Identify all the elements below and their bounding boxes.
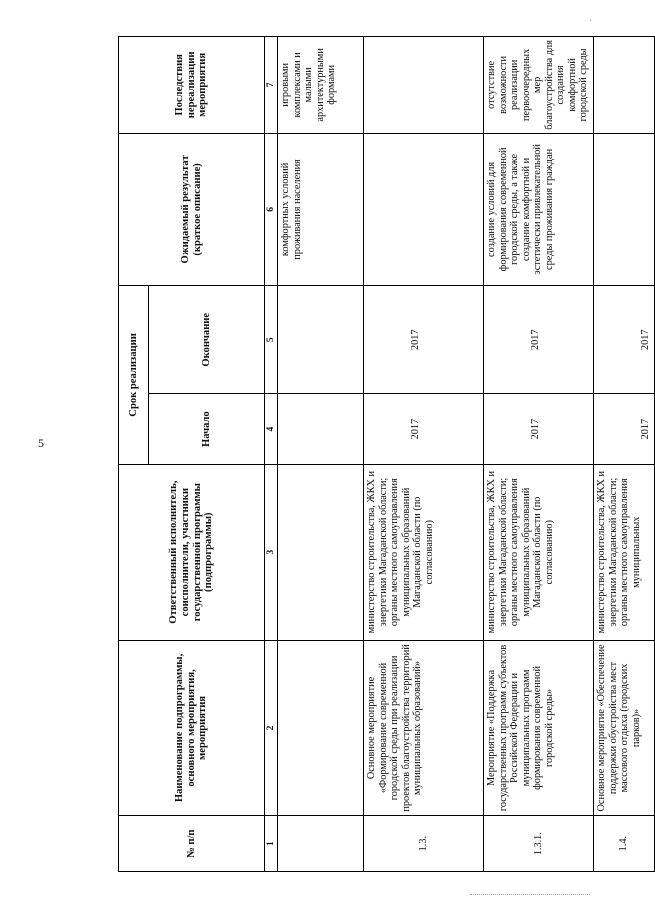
- header-end: Окончание: [149, 286, 265, 394]
- row-responsible: министерство строительства, ЖКХ и энергетики Магаданской области; органы местного самоуправления муниципальных образований Магаданской области (по согласованию): [364, 464, 484, 640]
- row-consequence: [594, 37, 655, 134]
- row-responsible: министерство строительства, ЖКХ и энергетики Магаданской области; органы местного самоуправления муниципальных: [594, 464, 655, 640]
- row-consequence: [364, 37, 484, 134]
- row-result: [594, 133, 655, 285]
- rotated-table-container: [118, 36, 651, 872]
- row-end: 2017: [484, 286, 594, 394]
- table-row: [364, 37, 484, 872]
- column-number: 4: [265, 394, 278, 464]
- header-no: № п/п: [119, 816, 265, 872]
- row-end: [278, 286, 364, 394]
- row-number: 1.3.: [364, 816, 484, 872]
- column-number: 5: [265, 286, 278, 394]
- page-number: 5: [38, 436, 44, 450]
- row-responsible: [278, 464, 364, 640]
- row-name: Основное мероприятие «Обеспечение поддержки обустройства мест массового отдыха (городских парков)»: [594, 640, 655, 816]
- row-name: [278, 640, 364, 816]
- table-row: [484, 37, 594, 872]
- column-number: 1: [265, 816, 278, 872]
- row-number: 1.3.1.: [484, 816, 594, 872]
- row-result: создание условий для формирования современной городской среды, а также создание комфортной и эстетически привлекательной среды проживания граждан: [484, 133, 594, 285]
- header-consequence: Последствия нереализации мероприятия: [119, 37, 265, 134]
- row-responsible: министерство строительства, ЖКХ и энергетики Магаданской области; органы местного самоуправления муниципальных образований Магаданской области (по согласованию): [484, 464, 594, 640]
- row-end: 2017: [364, 286, 484, 394]
- row-start: 2017: [594, 394, 655, 464]
- row-number: 1.4.: [594, 816, 655, 872]
- column-number: 7: [265, 37, 278, 134]
- scan-artifact-divider: [470, 894, 590, 895]
- column-number: 6: [265, 133, 278, 285]
- corner-mark: ': [590, 18, 592, 28]
- row-consequence: игровыми комплексами и малыми архитектурными формами: [278, 37, 364, 134]
- header-name: Наименование подпрограммы, основного мероприятия, мероприятия: [119, 640, 265, 816]
- row-result: [364, 133, 484, 285]
- row-start: 2017: [364, 394, 484, 464]
- row-result: комфортных условий проживания населения: [278, 133, 364, 285]
- header-term: Срок реализации: [119, 286, 149, 465]
- table-row: [594, 37, 655, 872]
- table-row: [278, 37, 364, 872]
- row-start: [278, 394, 364, 464]
- header-result: Ожидаемый результат (краткое описание): [119, 133, 265, 285]
- column-number: 2: [265, 640, 278, 816]
- row-end: 2017: [594, 286, 655, 394]
- header-start: Начало: [149, 394, 265, 464]
- row-start: 2017: [484, 394, 594, 464]
- column-number: 3: [265, 464, 278, 640]
- row-name: Основное мероприятие «Формирование современной городской среды при реализации проектов благоустройства территорий муниципальных образований»: [364, 640, 484, 816]
- measures-table: [118, 36, 655, 872]
- row-number: [278, 816, 364, 872]
- row-consequence: отсутствие возможности реализации первоочередных мер благоустройства для создания комфортной городской среды: [484, 37, 594, 134]
- row-name: Мероприятие «Поддержка государственных программ субъектов Российской Федерации и муниципальных программ формирования современной городской среды»: [484, 640, 594, 816]
- header-responsible: Ответственный исполнитель, соисполнители, участники государственной программы (подпрограммы): [119, 464, 265, 640]
